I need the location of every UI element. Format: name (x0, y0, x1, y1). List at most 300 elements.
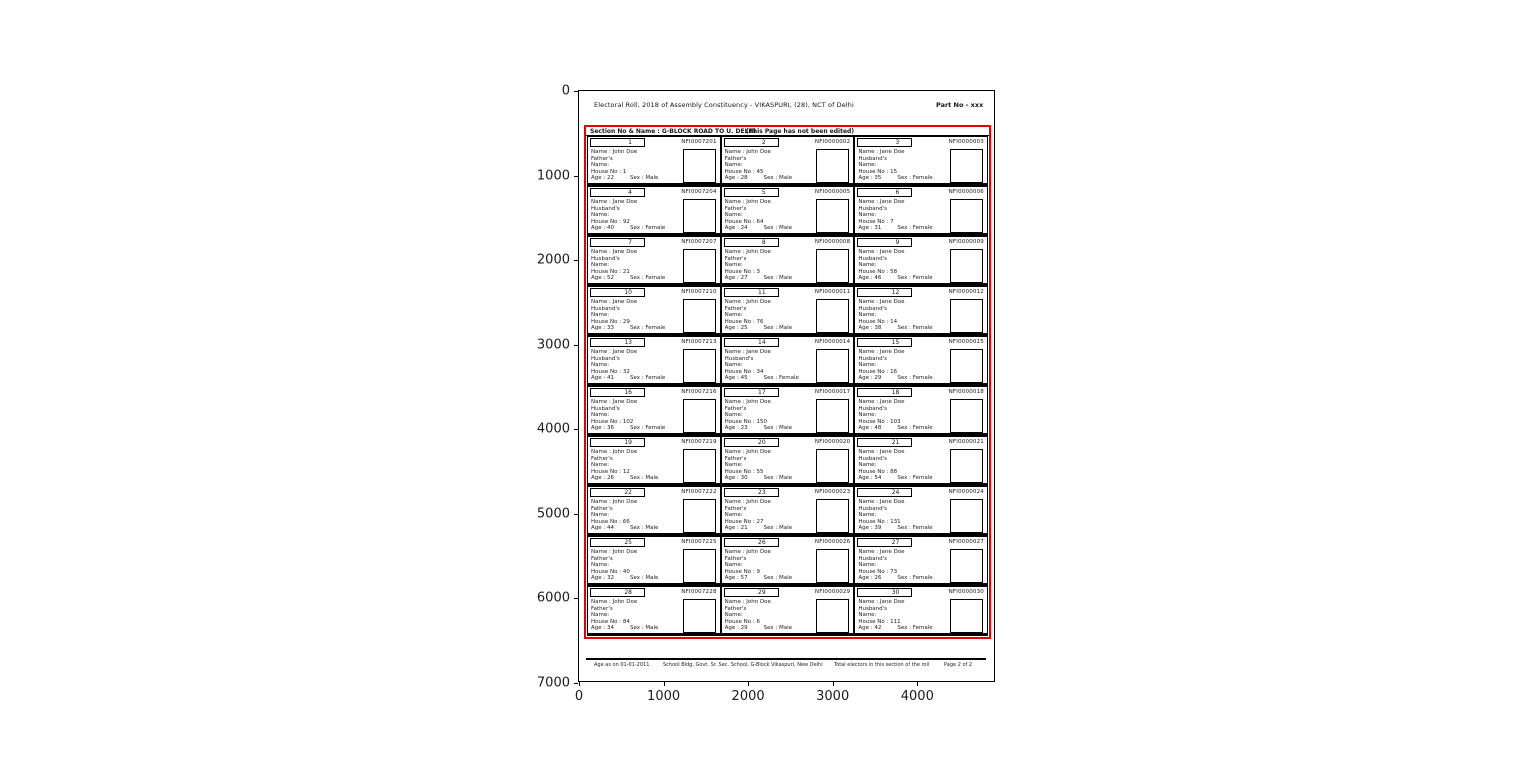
age-sex-line (858, 425, 945, 432)
axes-plot-area (536, 83, 995, 704)
age-sex-line (858, 325, 945, 332)
age-value: 29 (874, 375, 882, 382)
house-line (725, 419, 812, 426)
house-label: House No : (724, 468, 755, 475)
age-group (591, 325, 614, 332)
voter-photo-box (950, 599, 983, 633)
serial-number: 3 (895, 139, 900, 146)
age-group (858, 275, 881, 282)
house-label: House No : (724, 368, 755, 375)
voter-card (721, 336, 855, 386)
epic-number: NFI0000018 (948, 389, 984, 395)
house-line (858, 419, 945, 426)
age-label: Age : (858, 325, 873, 332)
voter-card (721, 386, 855, 436)
relation-line-2: Name: (858, 612, 877, 619)
name-label: Name : (724, 249, 745, 255)
serial-number-box (724, 238, 779, 247)
serial-number-box (590, 238, 645, 247)
voter-photo-box (950, 349, 983, 383)
house-label: House No : (724, 518, 755, 525)
name-value: John Doe (746, 149, 771, 155)
house-value: 84 (622, 618, 630, 625)
house-line (858, 269, 945, 276)
voter-photo-box (950, 549, 983, 583)
age-sex-line (591, 425, 678, 432)
voter-card (721, 236, 855, 286)
relation-line-1: Father's (724, 405, 747, 412)
serial-number-box (857, 238, 912, 247)
house-label: House No : (591, 168, 622, 175)
relation-line-2: Name: (591, 612, 610, 619)
epic-number: NFI0007210 (681, 289, 717, 295)
age-value: 42 (874, 625, 882, 632)
sex-value: Female (645, 225, 666, 232)
age-value: 44 (607, 525, 614, 532)
serial-number-box (724, 438, 779, 447)
age-group (725, 375, 748, 382)
age-label: Age : (858, 575, 873, 582)
house-value: 7 (890, 218, 894, 225)
voter-details (858, 449, 945, 482)
name-label: Name : (858, 149, 879, 155)
name-line (591, 149, 678, 156)
name-label: Name : (724, 599, 745, 605)
voter-photo-box (950, 499, 983, 533)
house-label: House No : (858, 268, 889, 275)
relation-line-1: Husband's (858, 405, 888, 412)
voter-card (587, 436, 721, 486)
name-line (725, 399, 812, 406)
age-sex-line (858, 375, 945, 382)
voter-photo-box (683, 349, 716, 383)
relation-line-2: Name: (591, 412, 610, 419)
serial-number: 29 (758, 589, 766, 596)
age-label: Age : (724, 575, 739, 582)
name-line (858, 149, 945, 156)
sex-label: Sex : (897, 525, 911, 532)
house-value: 15 (890, 168, 898, 175)
age-value: 32 (607, 575, 614, 582)
age-value: 28 (740, 175, 748, 182)
house-value: 88 (890, 468, 898, 475)
voter-photo-box (683, 549, 716, 583)
sex-group (897, 225, 932, 232)
voter-photo-box (683, 599, 716, 633)
name-line (725, 149, 812, 156)
name-label: Name : (858, 249, 879, 255)
house-line (858, 469, 945, 476)
age-label: Age : (591, 625, 606, 632)
age-group (725, 475, 748, 482)
serial-number: 28 (624, 589, 632, 596)
sex-value: Female (912, 225, 933, 232)
y-tick-label: 1000 (536, 168, 570, 184)
serial-number: 1 (628, 139, 632, 146)
age-sex-line (858, 475, 945, 482)
voter-card (854, 236, 988, 286)
name-line (858, 299, 945, 306)
footer-age-as-on: Age as on 01-01-2011 (594, 662, 650, 668)
voter-card (587, 286, 721, 336)
relation-line-1: Husband's (591, 405, 620, 412)
voter-card (854, 386, 988, 436)
house-label: House No : (858, 318, 889, 325)
name-value: Jane Doe (879, 449, 905, 455)
house-label: House No : (858, 618, 889, 625)
voter-card (854, 136, 988, 186)
name-label: Name : (858, 199, 879, 205)
house-label: House No : (724, 218, 755, 225)
serial-number-box (857, 538, 912, 547)
voter-details (591, 599, 678, 632)
relation-line-1: Father's (724, 505, 747, 512)
relation-line-2: Name: (858, 162, 877, 169)
house-value: 64 (756, 218, 764, 225)
sex-group (764, 575, 792, 582)
serial-number-box (857, 488, 912, 497)
sex-value: Female (912, 425, 933, 432)
relation-line-2: Name: (858, 412, 877, 419)
epic-number: NFI0000012 (948, 289, 984, 295)
voter-details (725, 249, 812, 282)
name-value: Jane Doe (879, 149, 905, 155)
x-tick-label: 0 (574, 689, 584, 704)
name-line (858, 249, 945, 256)
house-value: 73 (890, 568, 898, 575)
name-value: Jane Doe (879, 199, 905, 205)
voter-details (591, 349, 678, 382)
age-value: 45 (740, 375, 748, 382)
relation-line-2: Name: (858, 262, 877, 269)
relation-line-2: Name: (591, 312, 610, 319)
voter-card (854, 536, 988, 586)
age-value: 23 (740, 425, 748, 432)
sex-label: Sex : (630, 325, 644, 332)
epic-number: NFI0007222 (681, 489, 717, 495)
name-label: Name : (724, 549, 745, 555)
y-tick-label: 6000 (536, 590, 570, 606)
voter-details (725, 349, 812, 382)
sex-group (630, 225, 665, 232)
name-value: John Doe (612, 599, 638, 605)
age-value: 48 (874, 425, 882, 432)
sex-value: Male (779, 275, 793, 282)
name-line (591, 249, 678, 256)
age-value: 29 (740, 625, 748, 632)
serial-number: 20 (758, 439, 766, 446)
serial-number: 6 (895, 189, 900, 196)
y-tick-mark (574, 176, 578, 177)
relation-line-2: Name: (591, 262, 610, 269)
name-value: John Doe (746, 249, 771, 255)
house-label: House No : (591, 268, 622, 275)
sex-group (897, 325, 932, 332)
sex-group (630, 275, 665, 282)
relation-line-1: Husband's (858, 255, 888, 262)
sex-label: Sex : (630, 475, 644, 482)
relation-line-1: Husband's (858, 605, 888, 612)
serial-number: 24 (891, 489, 900, 496)
sex-value: Male (645, 475, 659, 482)
age-sex-line (725, 525, 812, 532)
age-value: 33 (607, 325, 614, 332)
age-sex-line (725, 325, 812, 332)
name-label: Name : (858, 499, 879, 505)
serial-number: 23 (758, 489, 766, 496)
serial-number-box (590, 488, 645, 497)
sex-value: Male (779, 425, 793, 432)
age-value: 22 (607, 175, 614, 182)
age-group (591, 175, 614, 182)
voter-photo-box (683, 149, 716, 183)
sex-value: Female (912, 175, 933, 182)
house-label: House No : (858, 168, 889, 175)
voter-card (587, 486, 721, 536)
voter-details (725, 199, 812, 232)
serial-number: 8 (761, 239, 766, 246)
age-group (591, 475, 614, 482)
name-label: Name : (591, 449, 611, 455)
epic-number: NFI0007204 (681, 189, 717, 195)
voter-details (591, 449, 678, 482)
name-label: Name : (858, 399, 879, 405)
name-label: Name : (724, 349, 745, 355)
serial-number-box (724, 188, 779, 197)
name-label: Name : (858, 449, 879, 455)
sex-value: Female (912, 325, 933, 332)
age-group (591, 625, 614, 632)
age-sex-line (858, 575, 945, 582)
epic-number: NFI0000030 (948, 589, 984, 595)
voter-card (587, 336, 721, 386)
name-value: Jane Doe (612, 299, 638, 305)
voter-details (858, 249, 945, 282)
age-group (858, 375, 881, 382)
serial-number: 16 (624, 389, 632, 396)
relation-line-1: Father's (724, 305, 747, 312)
voter-photo-box (950, 149, 983, 183)
house-line (858, 569, 945, 576)
voter-details (591, 149, 678, 182)
relation-line-1: Husband's (591, 355, 620, 362)
part-number: Part No - xxx (936, 101, 984, 109)
house-label: House No : (724, 618, 755, 625)
relation-line-1: Father's (724, 255, 747, 262)
house-value: 55 (756, 468, 764, 475)
x-tick-mark (833, 682, 834, 686)
age-label: Age : (724, 175, 739, 182)
sex-group (630, 425, 665, 432)
sex-group (764, 475, 792, 482)
age-label: Age : (858, 275, 873, 282)
name-line (858, 549, 945, 556)
age-label: Age : (858, 425, 873, 432)
epic-number: NFI0000009 (948, 239, 984, 245)
name-value: John Doe (746, 549, 771, 555)
epic-number: NFI0000002 (814, 139, 851, 145)
x-tick-label: 3000 (816, 689, 850, 704)
house-line (858, 219, 945, 226)
voter-details (858, 399, 945, 432)
age-value: 36 (607, 425, 614, 432)
relation-line-1: Father's (724, 155, 747, 162)
name-label: Name : (724, 499, 745, 505)
serial-number-box (857, 288, 912, 297)
relation-line-1: Father's (724, 555, 747, 562)
age-label: Age : (858, 525, 873, 532)
voter-card (721, 286, 855, 336)
serial-number-box (724, 138, 779, 147)
relation-line-2: Name: (591, 362, 610, 369)
house-label: House No : (724, 418, 755, 425)
y-tick-label: 3000 (536, 337, 570, 353)
house-label: House No : (858, 418, 889, 425)
relation-line-1: Father's (591, 555, 613, 562)
y-tick-label: 4000 (536, 421, 570, 437)
sex-group (764, 175, 792, 182)
name-value: Jane Doe (879, 299, 905, 305)
voter-photo-box (816, 549, 849, 583)
voter-photo-box (683, 449, 716, 483)
name-value: John Doe (746, 499, 771, 505)
relation-line-2: Name: (724, 212, 743, 219)
sex-group (897, 275, 932, 282)
age-value: 30 (740, 475, 748, 482)
sex-value: Female (912, 625, 933, 632)
name-line (858, 599, 945, 606)
serial-number-box (590, 438, 645, 447)
relation-line-2: Name: (724, 362, 743, 369)
serial-number: 19 (624, 439, 632, 446)
name-label: Name : (591, 599, 611, 605)
sex-label: Sex : (763, 475, 778, 482)
sex-label: Sex : (897, 475, 911, 482)
relation-line-1: Husband's (591, 255, 620, 262)
age-sex-line (591, 225, 678, 232)
sex-value: Female (912, 475, 933, 482)
age-sex-line (591, 575, 678, 582)
serial-number-box (857, 438, 912, 447)
house-value: 9 (756, 568, 760, 575)
voter-photo-box (683, 299, 716, 333)
voter-photo-box (950, 299, 983, 333)
house-label: House No : (858, 218, 889, 225)
age-group (858, 575, 881, 582)
sex-value: Male (779, 575, 793, 582)
name-line (591, 549, 678, 556)
voter-card (721, 136, 855, 186)
relation-line-2: Name: (591, 462, 610, 469)
age-label: Age : (858, 475, 873, 482)
voter-card (854, 286, 988, 336)
house-line (725, 569, 812, 576)
age-label: Age : (858, 175, 873, 182)
voter-photo-box (816, 199, 849, 233)
sex-label: Sex : (763, 375, 778, 382)
house-value: 32 (622, 368, 630, 375)
page-title: Electoral Roll, 2018 of Assembly Constituency - VIKASPURI, (28), NCT of Delhi (594, 101, 854, 109)
house-line (591, 619, 678, 626)
name-line (725, 299, 812, 306)
age-group (725, 575, 748, 582)
relation-line-1: Father's (591, 155, 613, 162)
name-label: Name : (858, 549, 879, 555)
name-line (725, 199, 812, 206)
age-sex-line (725, 175, 812, 182)
age-label: Age : (724, 375, 739, 382)
relation-line-2: Name: (724, 562, 743, 569)
voter-details (858, 499, 945, 532)
voter-details (725, 299, 812, 332)
sex-group (897, 625, 932, 632)
x-tick-mark (748, 682, 749, 686)
name-value: John Doe (612, 499, 638, 505)
voter-card-grid (587, 136, 988, 636)
age-value: 31 (874, 225, 882, 232)
serial-number: 17 (758, 389, 766, 396)
age-label: Age : (591, 575, 606, 582)
epic-number: NFI0000026 (814, 539, 851, 545)
sex-group (764, 425, 792, 432)
sex-group (630, 175, 658, 182)
name-value: Jane Doe (612, 199, 638, 205)
sex-label: Sex : (763, 175, 778, 182)
epic-number: NFI0007213 (681, 339, 717, 345)
serial-number: 9 (895, 239, 900, 246)
voter-photo-box (683, 399, 716, 433)
age-group (858, 325, 881, 332)
sex-value: Female (779, 375, 799, 382)
age-value: 24 (740, 225, 748, 232)
y-tick-mark (574, 683, 578, 684)
name-value: John Doe (612, 449, 638, 455)
footer-electors-note: Total electors in this section of the roll (834, 662, 930, 668)
name-value: Jane Doe (879, 249, 905, 255)
house-line (858, 519, 945, 526)
relation-line-2: Name: (724, 262, 743, 269)
house-value: 131 (890, 518, 901, 525)
voter-details (725, 399, 812, 432)
sex-group (764, 525, 792, 532)
age-sex-line (725, 625, 812, 632)
serial-number-box (590, 538, 645, 547)
age-group (858, 425, 881, 432)
section-annotation-box (584, 125, 991, 639)
voter-card (854, 436, 988, 486)
sex-value: Male (779, 525, 793, 532)
electoral-roll-page (579, 91, 994, 681)
age-value: 26 (607, 475, 614, 482)
age-value: 54 (874, 475, 882, 482)
voter-details (591, 399, 678, 432)
house-label: House No : (591, 418, 622, 425)
house-label: House No : (591, 568, 622, 575)
house-value: 34 (756, 368, 764, 375)
footer-polling-station: School Bldg, Govt. Sr. Sec. School, G-Block Vikaspuri, New Delhi (663, 662, 823, 668)
name-value: Jane Doe (879, 499, 905, 505)
epic-number: NFI0007207 (681, 239, 717, 245)
voter-photo-box (683, 249, 716, 283)
voter-details (858, 299, 945, 332)
section-name: Section No & Name : G-BLOCK ROAD TO U. DELHI (590, 128, 756, 135)
epic-number: NFI0000020 (814, 439, 851, 445)
age-group (591, 225, 614, 232)
name-line (591, 449, 678, 456)
serial-number: 15 (891, 339, 900, 346)
serial-number-box (857, 388, 912, 397)
voter-details (725, 449, 812, 482)
